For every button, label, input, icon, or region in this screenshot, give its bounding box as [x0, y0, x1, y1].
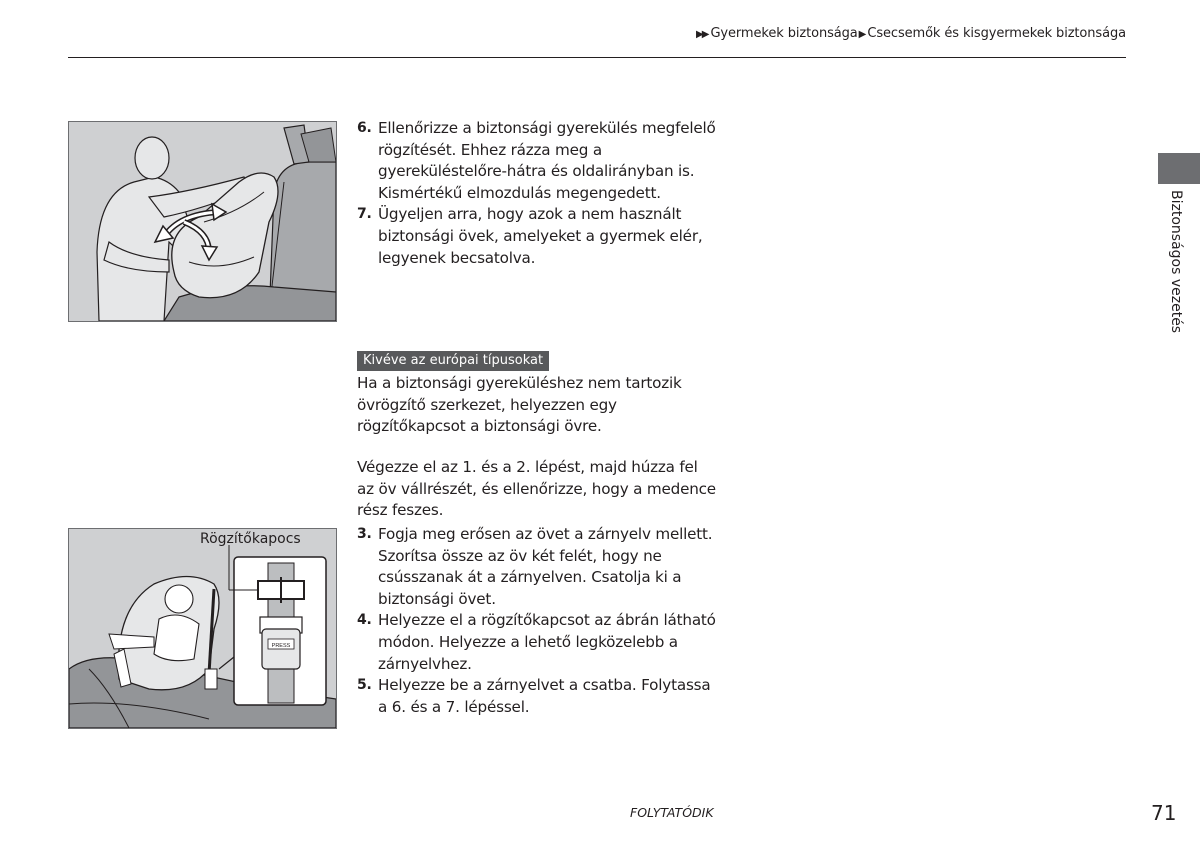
breadcrumb-topic[interactable]: Csecsemők és kisgyermekek biztonsága: [867, 26, 1126, 41]
breadcrumb-section[interactable]: Gyermekek biztonsága: [710, 26, 858, 41]
section-tab-label: Biztonságos vezetés: [1168, 190, 1184, 334]
steps-3-5: [357, 524, 717, 718]
step-7: 7. Ügyeljen arra, hogy azok a nem használt biztonsági övek, amelyeket a gyermek elér, legyenek becsatolva.: [357, 205, 703, 267]
step-6: 6. Ellenőrizze a biztonsági gyerekülés megfelelő rögzítését. Ehhez rázza meg a gyereküléstelőre-hátra és oldalirányban is. Kismértékű elmozdulás megengedett.: [357, 119, 716, 202]
locking-clip-callout: Rögzítőkapocs: [200, 531, 301, 547]
step-4-text: Helyezze el a rögzítőkapcsot az ábrán látható módon. Helyezze a lehető legközelebb a zárnyelvhez.: [378, 611, 716, 673]
figure-shake-child-seat: [68, 121, 337, 322]
step-4: 4. Helyezze el a rögzítőkapcsot az ábrán látható módon. Helyezze a lehető legközelebb a zárnyelvhez.: [357, 611, 716, 673]
step-6-text: Ellenőrizze a biztonsági gyerekülés megfelelő rögzítését. Ehhez rázza meg a gyereküléstelőre-hátra és oldalirányban is. Kismértékű elmozdulás megengedett.: [378, 119, 716, 202]
locking-clip-illustration: [69, 529, 336, 728]
steps-6-7: [357, 118, 717, 269]
figure-locking-clip: [68, 528, 337, 729]
paragraph-steps-1-2: Végezze el az 1. és a 2. lépést, majd húzza fel az öv vállrészét, és ellenőrizze, hogy a medence rész feszes.: [357, 458, 716, 520]
continues-label: FOLYTATÓDIK: [630, 805, 714, 820]
triangle-icon: ▶: [858, 29, 865, 40]
breadcrumb: [696, 26, 1126, 41]
step-7-text: Ügyeljen arra, hogy azok a nem használt biztonsági övek, amelyeket a gyermek elér, legyenek becsatolva.: [378, 205, 703, 267]
paragraph-clip-intro: Ha a biztonsági gyereküléshez nem tartozik övrögzítő szerkezet, helyezzen egy rögzítőkapcsot a biztonsági övre.: [357, 374, 682, 436]
region-tag: Kivéve az európai típusokat: [357, 351, 549, 371]
step-5-text: Helyezze be a zárnyelvet a csatba. Folytassa a 6. és a 7. lépéssel.: [378, 676, 711, 716]
press-button-label: PRESS: [271, 643, 291, 649]
section-tab-marker: [1158, 153, 1200, 184]
double-triangle-icon: ▶▶: [696, 29, 708, 40]
step-5: 5. Helyezze be a zárnyelvet a csatba. Folytassa a 6. és a 7. lépéssel.: [357, 676, 711, 716]
page-number: 71: [1151, 801, 1177, 825]
step-3: 3. Fogja meg erősen az övet a zárnyelv mellett. Szorítsa össze az öv két felét, hogy ne csússzanak át a zárnyelven. Csatolja ki a biztonsági övet.: [357, 525, 713, 608]
child-seat-check-illustration: [69, 122, 336, 321]
step-3-text: Fogja meg erősen az övet a zárnyelv mellett. Szorítsa össze az öv két felét, hogy ne csússzanak át a zárnyelven. Csatolja ki a biztonsági övet.: [378, 525, 713, 608]
header-rule: [68, 57, 1126, 58]
